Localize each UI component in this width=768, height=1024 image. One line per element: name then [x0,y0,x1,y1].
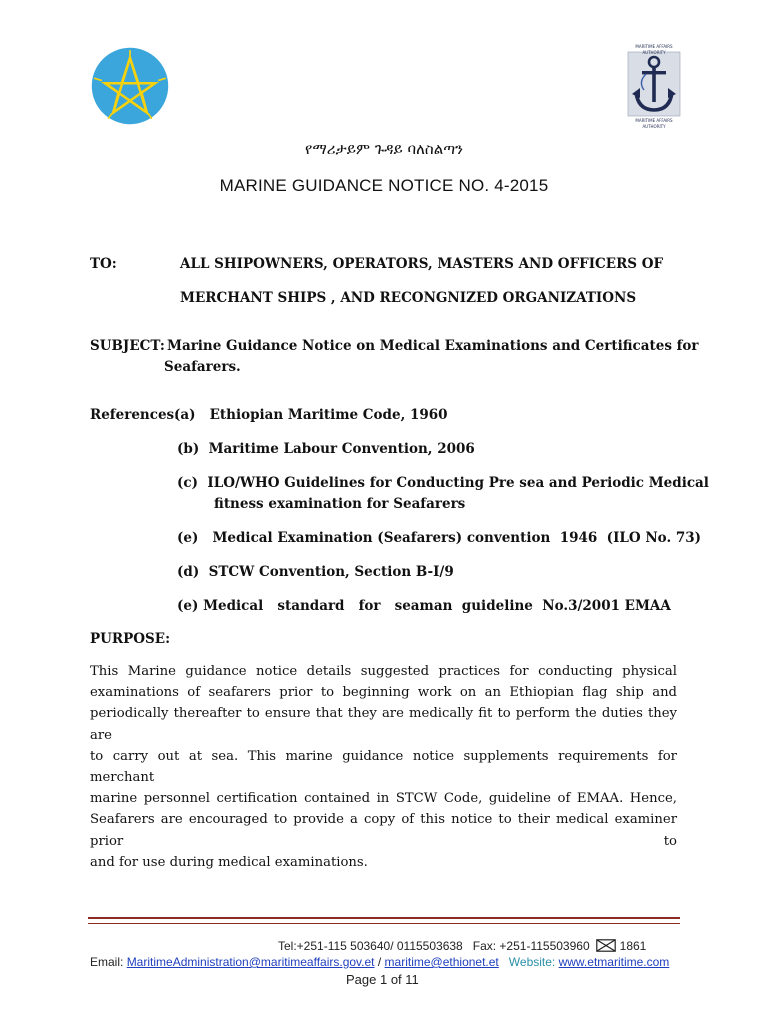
purpose-line: to carry out at sea. This marine guidance notice supplements requirements for merchant [90,748,677,786]
footer-contact-line [278,939,646,953]
to-line-2: MERCHANT SHIPS , AND RECONGNIZED ORGANIZATIONS [180,290,637,306]
footer-pobox: 1861 [619,939,647,953]
reference-item-e: (e) Medical Examination (Seafarers) convention 1946 (ILO No. 73) [177,530,702,546]
references-label: References: [90,407,180,423]
agency-name-amharic: የማሪታይም ጉዳይ ባለስልጣን [305,140,463,158]
purpose-line: and for use during medical examinations. [90,854,368,870]
page-number: Page 1 of 11 [346,972,419,987]
subject-label: SUBJECT: [90,338,165,354]
to-line-1: ALL SHIPOWNERS, OPERATORS, MASTERS AND OFFICERS OF [180,256,664,272]
purpose-heading: PURPOSE: [90,631,171,647]
subject-line-1: Marine Guidance Notice on Medical Examinations and Certificates for [167,338,699,354]
logo-caption-top: MARITIME AFFAIRS AUTHORITY [635,44,673,55]
reference-item-e2: (e) Medical standard for seaman guideline No.3/2001 EMAA [177,598,671,614]
to-label: TO: [90,256,117,272]
footer-email-line [90,955,669,969]
reference-item-c-cont: fitness examination for Seafarers [214,496,466,512]
footer-divider [88,917,680,924]
purpose-line: This Marine guidance notice details suggested practices for conducting physical [90,664,677,679]
purpose-line: Seafarers are encouraged to provide a copy of this notice to their medical examiner prior to [90,812,677,849]
reference-item-b: (b) Maritime Labour Convention, 2006 [177,441,475,457]
website-link[interactable]: www.etmaritime.com [558,955,670,969]
reference-item-d: (d) STCW Convention, Section B-I/9 [177,564,454,580]
email-link-admin[interactable]: MaritimeAdministration@maritimeaffairs.gov.et [126,955,375,969]
footer-tel: Tel:+251-115 503640/ 0115503638 [278,939,463,953]
maritime-authority-logo [626,44,682,129]
purpose-line: marine personnel certification contained in STCW Code, guideline of EMAA. Hence, [90,791,677,807]
reference-item-a: (a) Ethiopian Maritime Code, 1960 [174,407,448,423]
purpose-line: periodically thereafter to ensure that they are medically fit to perform the duties they are [90,706,677,743]
logo-caption-bottom: MARITIME AFFAIRS AUTHORITY [635,118,673,129]
envelope-icon [596,939,616,952]
footer-separator: / [377,955,382,969]
email-link-ethionet[interactable]: maritime@ethionet.et [384,955,499,969]
purpose-paragraph [90,661,677,873]
ethiopian-emblem-icon [91,47,169,125]
purpose-line: examinations of seafarers prior to beginning work on an Ethiopian flag ship and [90,685,677,701]
footer-email-label: Email: [90,955,124,969]
subject-line-2: Seafarers. [164,359,241,375]
notice-title: MARINE GUIDANCE NOTICE NO. 4-2015 [219,176,549,195]
anchor-icon [626,44,682,129]
reference-item-c: (c) ILO/WHO Guidelines for Conducting Pre sea and Periodic Medical [177,475,709,491]
footer-website-label: Website: [508,955,556,969]
footer-fax: Fax: +251-115503960 [472,939,590,953]
